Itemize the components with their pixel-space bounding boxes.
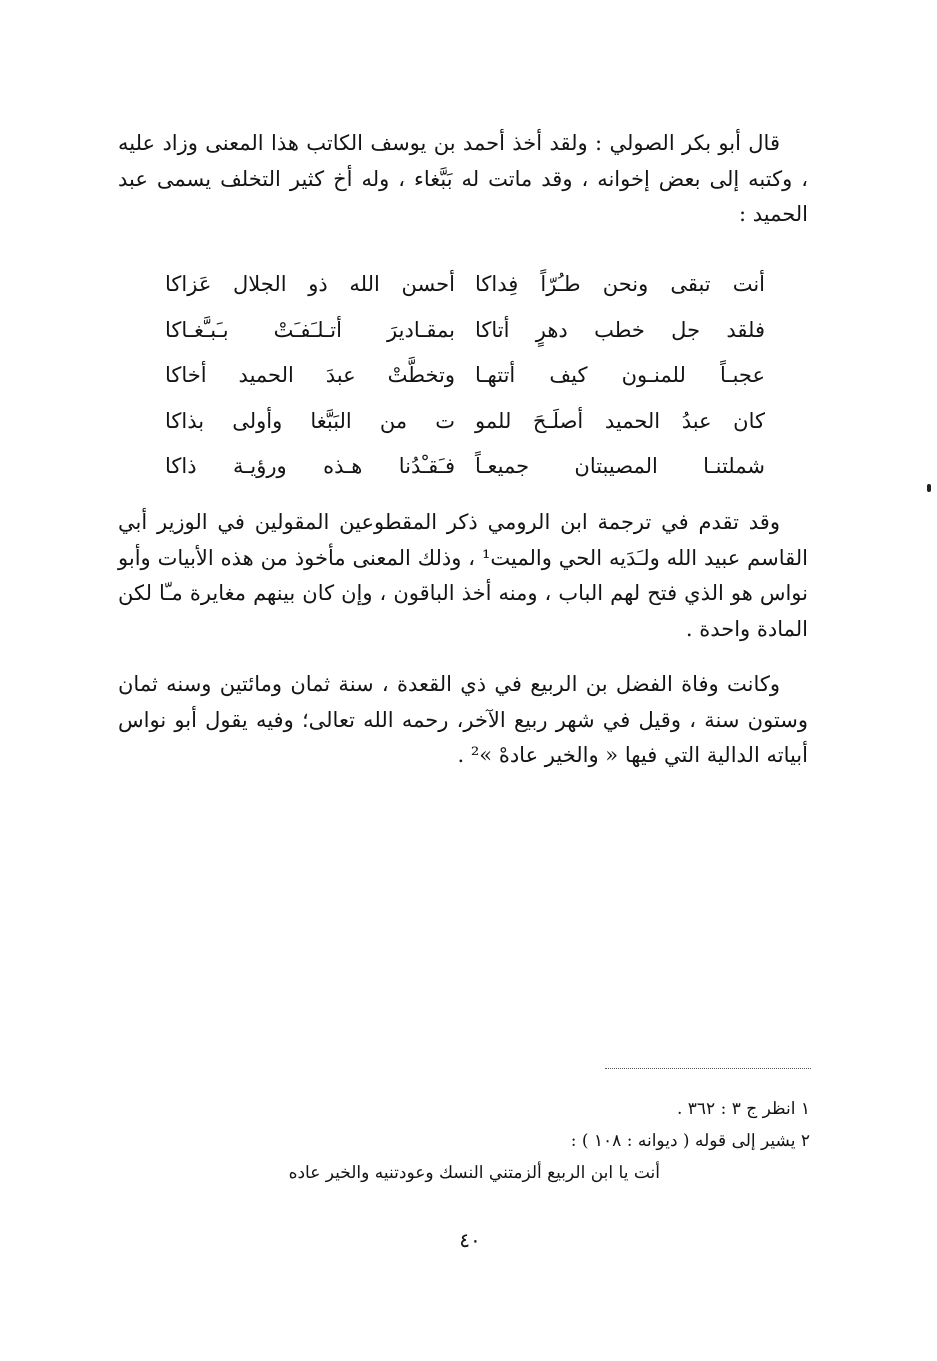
page-number: ٤٠ xyxy=(459,1228,481,1252)
verse-second-hemistich: أحسن الله ذو الجلال عَزاكا xyxy=(165,272,455,296)
poem xyxy=(165,262,765,490)
footnote-2: ٢ يشير إلى قوله ( ديوانه : ١٠٨ ) : xyxy=(570,1131,810,1151)
poem-verse-2 xyxy=(165,308,765,354)
footnote-1: ١ انظر ج ٣ : ٣٦٢ . xyxy=(676,1099,810,1119)
poem-verse-3 xyxy=(165,353,765,399)
ibn-rumi-paragraph: وقد تقدم في ترجمة ابن الرومي ذكر المقطوعين المقولين في الوزير أبي القاسم عبيد الله ولـَدَيه الحي والميت¹ ، وذلك المعنى مأخوذ من هذه الأبيات وأبو نواس هو الذي فتح لهم الباب ، ومنه أخذ الباقون ، وإن كان بينهم مغايرة مـّا لكن المادة واحدة . xyxy=(118,510,808,641)
scan-edge-mark xyxy=(927,484,931,492)
verse-first-hemistich: أنت تبقى ونحن طـُرّاً فِداكا xyxy=(475,272,765,296)
poem-verse-4 xyxy=(165,399,765,445)
verse-first-hemistich: فلقد جل خطب دهرٍ أتاكا xyxy=(475,317,765,342)
footnotes xyxy=(200,1093,810,1189)
verse-second-hemistich: وتخطَّتْ عبدَ الحميد أخاكا xyxy=(165,363,455,387)
verse-second-hemistich: ت من البَبَّغا وأولى بذاكا xyxy=(165,408,455,433)
verse-first-hemistich: كان عبدُ الحميد أصلَـحَ للمو xyxy=(475,408,765,433)
poem-verse-1 xyxy=(165,262,765,308)
intro-paragraph: قال أبو بكر الصولي : ولقد أخذ أحمد بن يوسف الكاتب هذا المعنى وزاد عليه ، وكتبه إلى بعض إخوانه ، وقد ماتت له بَبَّغاء ، وله أخ كثير التخلف يسمى عبد الحميد : xyxy=(118,131,808,226)
poem-verse-5 xyxy=(165,444,765,490)
fadl-death-paragraph: وكانت وفاة الفضل بن الربيع في ذي القعدة ، سنة ثمان ومائتين وسنه ثمان وستون سنة ، وقيل في شهر ربيع الآخر، رحمه الله تعالى؛ وفيه يقول أبو نواس أبياته الدالية التي فيها « والخير عادهْ »² . xyxy=(118,672,808,767)
footnote-divider xyxy=(605,1068,811,1069)
footnote-2-quote: أنت يا ابن الربيع ألزمتني النسك وعودتنيه والخير عاده xyxy=(288,1163,660,1183)
verse-first-hemistich: عجبـاً للمنـون كيف أتتهـا xyxy=(475,363,765,387)
verse-first-hemistich: شملتنـا المصيبتان جميعـاً xyxy=(475,454,765,478)
verse-second-hemistich: بمقـاديرَ أتـلـَفـَتْ بـَبـَّغـاكا xyxy=(165,317,455,342)
verse-second-hemistich: فـَقـْدُنا هـذه ورؤيـة ذاكا xyxy=(165,454,455,478)
